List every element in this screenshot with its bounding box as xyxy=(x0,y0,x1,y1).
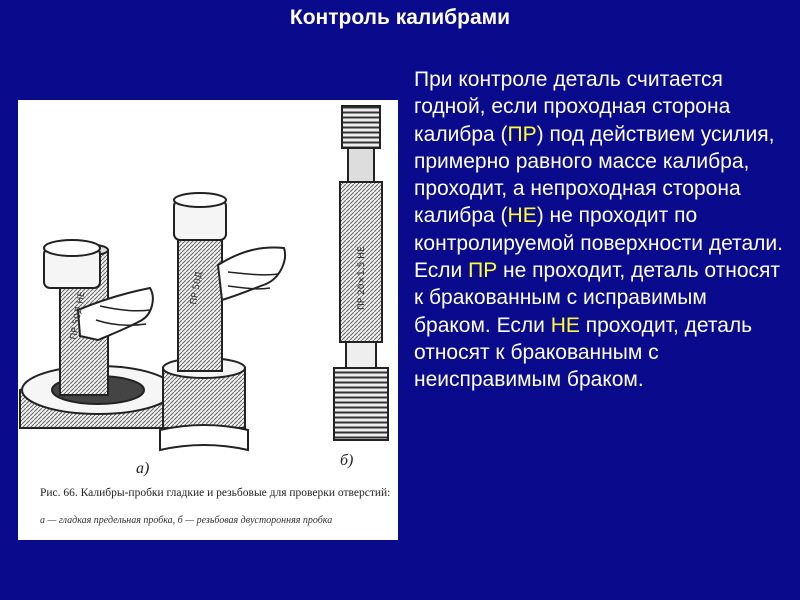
body-text-segment: ) под действием усилия, примерно равного массе калибра, проходит, а непроходная сторона калибра ( xyxy=(414,122,775,228)
gauge-b-marking: ПР 50Д xyxy=(189,270,205,306)
figure-caption: Рис. 66. Калибры-пробки гладкие и резьбовые для проверки отверстий: xyxy=(40,487,391,499)
figure-label-a: а) xyxy=(136,460,150,477)
highlight-term: НЕ xyxy=(507,204,537,228)
highlight-term: ПР xyxy=(468,259,498,283)
figure-label-b: б) xyxy=(340,452,354,469)
plug-gauge-cylinder xyxy=(160,193,285,450)
gauge-c-marking: ПР 20×1,5 НЕ xyxy=(357,246,367,310)
thread-plug-gauge xyxy=(334,106,388,440)
highlight-term: НЕ xyxy=(550,313,580,337)
body-text-segment: При контроле деталь считается годной, если проходная сторона калибра ( xyxy=(414,68,731,146)
slide-title: Контроль калибрами xyxy=(289,6,511,29)
body-text-segment: не проходит, деталь относят к бракованным с исправимым браком. Если xyxy=(414,259,780,337)
figure-subcaption: а — гладкая предельная пробка, б — резьбовая двусторонняя пробка xyxy=(40,515,333,526)
gauge-drawing xyxy=(18,100,398,540)
body-text-segment: проходит, деталь относят к бракованным с неисправимым браком. xyxy=(414,313,753,392)
highlight-term: ПР xyxy=(507,122,537,146)
body-text-segment: ) не проходит по контролируемой поверхности детали. Если xyxy=(414,204,783,283)
plug-gauge-smooth xyxy=(20,240,176,428)
gauge-a-marking: ПР 50Д НЕ xyxy=(69,290,88,341)
body-paragraph xyxy=(414,66,784,394)
gauge-illustration xyxy=(18,100,398,540)
